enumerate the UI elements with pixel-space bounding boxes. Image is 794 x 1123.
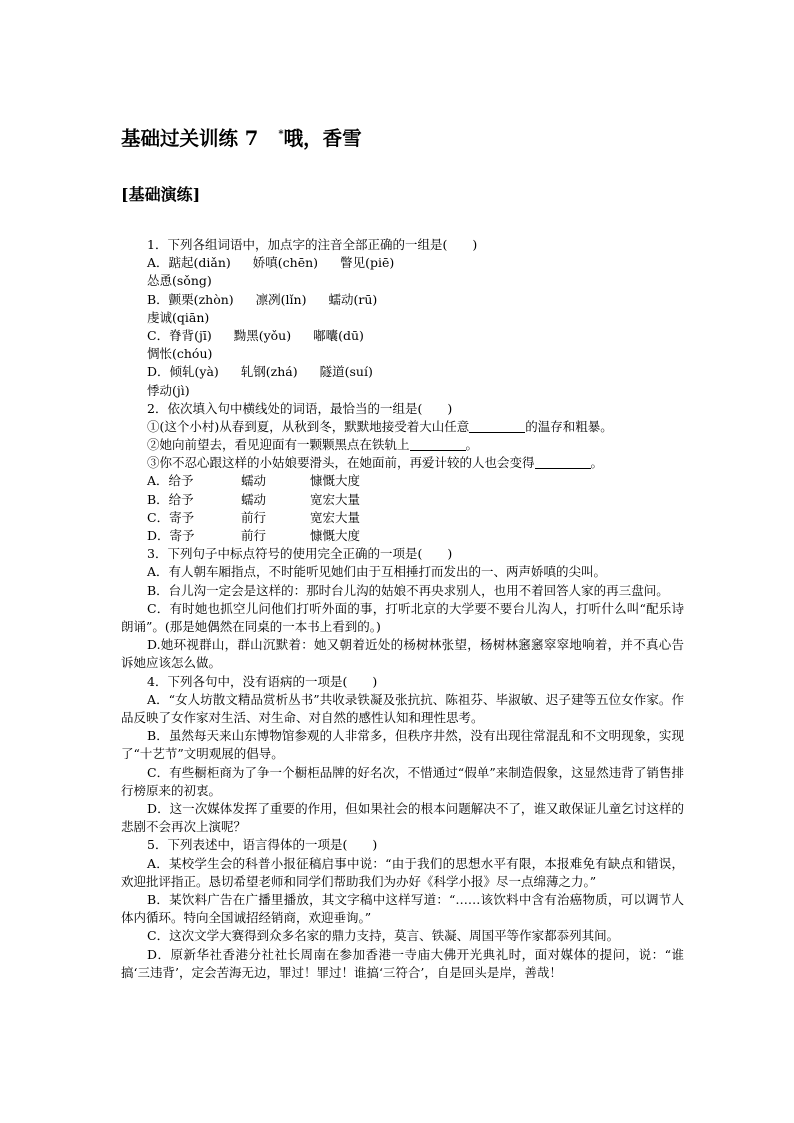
q5-option-d: D．原新华社香港分社社长周南在参加香港一寺庙大佛开光典礼时，面对媒体的提问，说：“谁搞‘三违背’，定会苦海无边，罪过！罪过！谁搞‘三符合’，自是回头是岸，善哉！ <box>121 946 684 980</box>
q1-option-b-cont: 虔诚(qiān) <box>147 309 210 325</box>
q2-option-c: C．寄予 前行 宽宏大量 <box>147 509 361 525</box>
q3-option-a: A．有人朝车厢指点，不时能听见她们由于互相捶打而发出的一、两声娇嗔的尖叫。 <box>147 564 607 580</box>
q3-option-b: B．台儿沟一定会是这样的：那时台儿沟的姑娘不再央求别人，也用不着回答人家的再三盘问。 <box>147 582 669 598</box>
question-list <box>121 236 684 982</box>
q2-sentence-3: ③你不忍心跟这样的小姑娘要滑头，在她面前，再爱计较的人也会变得 。 <box>147 455 604 471</box>
q1-option-b: B．颤栗(zhòn) 凛冽(lǐn) 蠕动(rū) <box>147 291 378 307</box>
q3-option-c: C．有时她也抓空儿问他们打听外面的事，打听北京的大学要不要台儿沟人，打听什么叫“配乐诗朗诵”。(那是她偶然在同桌的一本书上看到的。) <box>121 600 684 634</box>
q4-option-a: A．“女人坊散文精品赏析丛书”共收录铁凝及张抗抗、陈祖芬、毕淑敏、迟子建等五位女作家。作品反映了女作家对生活、对生命、对自然的感性认知和理性思考。 <box>121 691 684 725</box>
q2-option-a: A．给予 蠕动 慷慨大度 <box>147 473 361 489</box>
q2-sentence-2: ②她向前望去，看见迎面有一颗颗黑点在铁轨上 。 <box>147 437 479 453</box>
q1-option-c-cont: 惆怅(chóu) <box>147 346 213 362</box>
section-heading: [基础演练] <box>121 185 201 204</box>
q1-option-d-cont: 悸动(jì) <box>147 382 190 398</box>
title-mark: * <box>278 129 284 140</box>
q1-option-c: C．脊背(jī) 黝黑(yǒu) 嘟囔(dū) <box>147 327 364 343</box>
page-title <box>121 122 362 152</box>
q4-option-c: C．有些橱柜商为了争一个橱柜品牌的好名次，不惜通过“假单”来制造假象，这显然违背了销售排行榜原来的初衷。 <box>121 764 684 798</box>
q3-stem: 3．下列句子中标点符号的使用完全正确的一项是( ) <box>147 546 453 562</box>
q1-option-a-cont: 怂恿(sǒng) <box>147 273 212 289</box>
q2-option-d: D．寄予 前行 慷慨大度 <box>147 528 361 543</box>
q3-option-d: D.她环视群山，群山沉默着：她又朝着近处的杨树林张望，杨树林窸窸窣窣地响着，并不真心告诉她应该怎么做。 <box>121 637 684 671</box>
q2-option-b: B．给予 蠕动 宽宏大量 <box>147 491 361 507</box>
q5-option-c: C．这次文学大赛得到众多名家的鼎力支持，莫言、铁凝、周国平等作家都忝列其间。 <box>147 928 620 944</box>
title-name: 哦，香雪 <box>283 127 362 150</box>
q4-option-d: D．这一次媒体发挥了重要的作用，但如果社会的根本问题解决不了，谁又敢保证儿童乞讨这样的悲剧不会再次上演呢？ <box>121 800 684 835</box>
blank-line <box>410 439 466 451</box>
q5-option-a: A．某校学生会的科普小报征稿启事中说：“由于我们的思想水平有限，本报难免有缺点和错误，欢迎批评指正。恳切希望老师和同学们帮助我们为办好《科学小报》尽一点绵薄之力。” <box>121 855 684 889</box>
q4-option-b: B．虽然每天来山东博物馆参观的人非常多，但秩序井然，没有出现往常混乱和不文明现象，实现了“十艺节”文明观展的倡导。 <box>121 728 684 762</box>
q4-stem: 4．下列各句中，没有语病的一项是( ) <box>147 673 378 689</box>
q5-option-b: B．某饮料广告在广播里播放，其文字稿中这样写道：“……该饮料中含有治癌物质，可以调节人体内循环。特向全国诚招经销商，欢迎垂询。” <box>121 891 684 926</box>
blank-line <box>535 457 591 469</box>
q1-option-a: A．踮起(diǎn) 娇嗔(chēn) 瞥见(piē) <box>147 255 395 271</box>
q2-sentence-1: ①(这个小村)从春到夏，从秋到冬，默默地接受着大山任意 的温存和粗暴。 <box>147 418 613 434</box>
q2-stem: 2．依次填入句中横线处的词语，最恰当的一组是( ) <box>147 400 453 416</box>
blank-line <box>469 421 525 433</box>
q1-option-d: D．倾轧(yà) 轧钢(zhá) 隧道(suí) <box>147 364 373 380</box>
q5-stem: 5．下列表述中，语言得体的一项是( ) <box>147 837 378 853</box>
title-main: 基础过关训练 7 <box>121 127 259 150</box>
q1-stem: 1．下列各组词语中，加点字的注音全部正确的一组是( ) <box>147 237 478 252</box>
